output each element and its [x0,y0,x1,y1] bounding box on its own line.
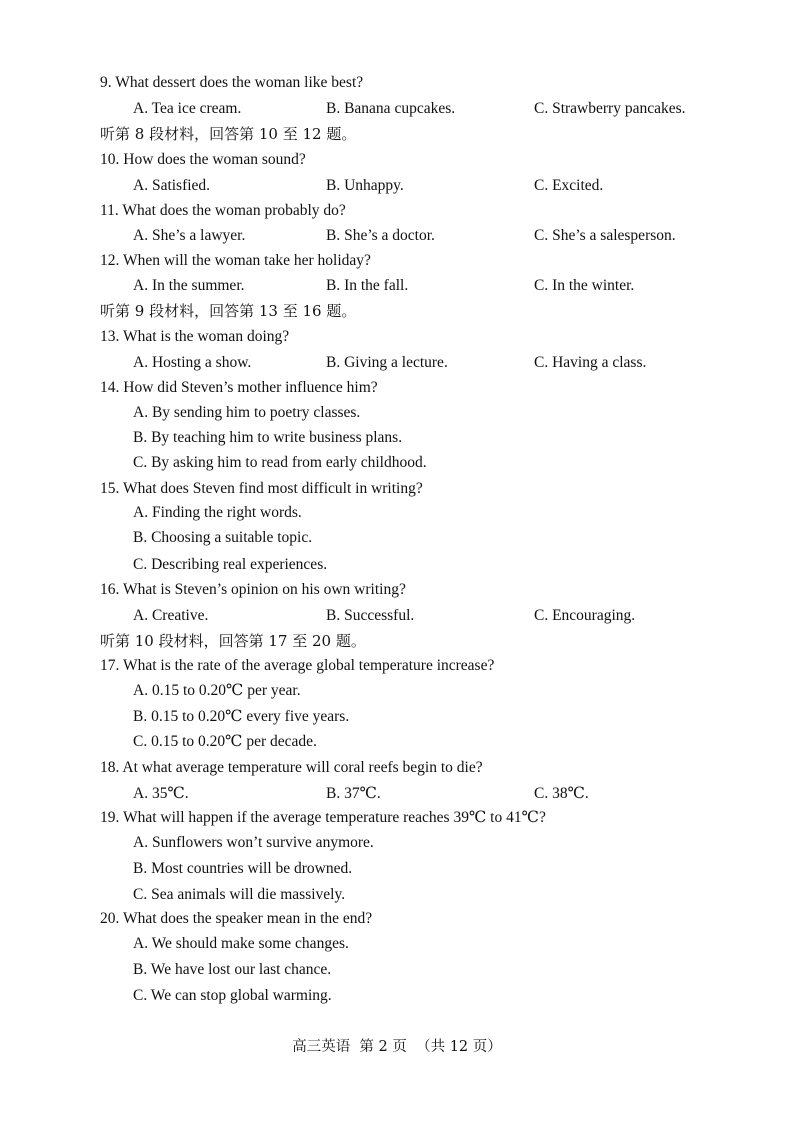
question-9: 9. What dessert does the woman like best? [100,74,364,91]
q13-option-a: A. Hosting a show. [133,354,252,371]
question-16: 16. What is Steven’s opinion on his own writing? [100,581,406,598]
q12-option-c: C. In the winter. [534,277,635,294]
q12-option-b: B. In the fall. [326,277,409,294]
q14-option-a: A. By sending him to poetry classes. [133,404,361,421]
section-heading-10: 听第 10 段材料，回答第 17 至 20 题。 [100,632,366,650]
q9-option-c: C. Strawberry pancakes. [534,100,686,117]
q10-option-a: A. Satisfied. [133,177,211,194]
q18-option-b: B. 37℃. [326,785,381,802]
q14-option-c: C. By asking him to read from early childhood. [133,454,427,471]
question-20: 20. What does the speaker mean in the end? [100,910,373,927]
question-11: 11. What does the woman probably do? [100,202,346,219]
q20-option-c: C. We can stop global warming. [133,987,332,1004]
q9-option-b: B. Banana cupcakes. [326,100,456,117]
q16-option-b: B. Successful. [326,607,415,624]
q19-option-b: B. Most countries will be drowned. [133,860,353,877]
q17-option-b: B. 0.15 to 0.20℃ every five years. [133,708,350,725]
q11-option-b: B. She’s a doctor. [326,227,435,244]
q19-option-a: A. Sunflowers won’t survive anymore. [133,834,374,851]
q10-option-c: C. Excited. [534,177,604,194]
q15-option-c: C. Describing real experiences. [133,556,328,573]
question-12: 12. When will the woman take her holiday? [100,252,371,269]
section-heading-9: 听第 9 段材料，回答第 13 至 16 题。 [100,302,357,320]
question-14: 14. How did Steven’s mother influence him? [100,379,378,396]
q20-option-b: B. We have lost our last chance. [133,961,332,978]
q19-option-c: C. Sea animals will die massively. [133,886,346,903]
question-18: 18. At what average temperature will coral reefs begin to die? [100,759,483,776]
question-13: 13. What is the woman doing? [100,328,290,345]
q12-option-a: A. In the summer. [133,277,245,294]
q11-option-a: A. She’s a lawyer. [133,227,246,244]
q16-option-c: C. Encouraging. [534,607,636,624]
page-footer: 高三英语 第 2 页 （共 12 页） [292,1039,502,1055]
q17-option-c: C. 0.15 to 0.20℃ per decade. [133,733,317,750]
question-10: 10. How does the woman sound? [100,151,306,168]
q9-option-a: A. Tea ice cream. [133,100,242,117]
q15-option-a: A. Finding the right words. [133,504,302,521]
q17-option-a: A. 0.15 to 0.20℃ per year. [133,682,301,699]
q18-option-a: A. 35℃. [133,785,189,802]
q18-option-c: C. 38℃. [534,785,589,802]
question-19: 19. What will happen if the average temperature reaches 39℃ to 41℃? [100,809,546,826]
q11-option-c: C. She’s a salesperson. [534,227,676,244]
section-heading-8: 听第 8 段材料，回答第 10 至 12 题。 [100,125,357,143]
question-15: 15. What does Steven find most difficult in writing? [100,480,423,497]
question-17: 17. What is the rate of the average global temperature increase? [100,657,495,674]
q13-option-c: C. Having a class. [534,354,647,371]
q13-option-b: B. Giving a lecture. [326,354,448,371]
q16-option-a: A. Creative. [133,607,209,624]
q14-option-b: B. By teaching him to write business plans. [133,429,403,446]
q15-option-b: B. Choosing a suitable topic. [133,529,313,546]
q10-option-b: B. Unhappy. [326,177,404,194]
q20-option-a: A. We should make some changes. [133,935,349,952]
